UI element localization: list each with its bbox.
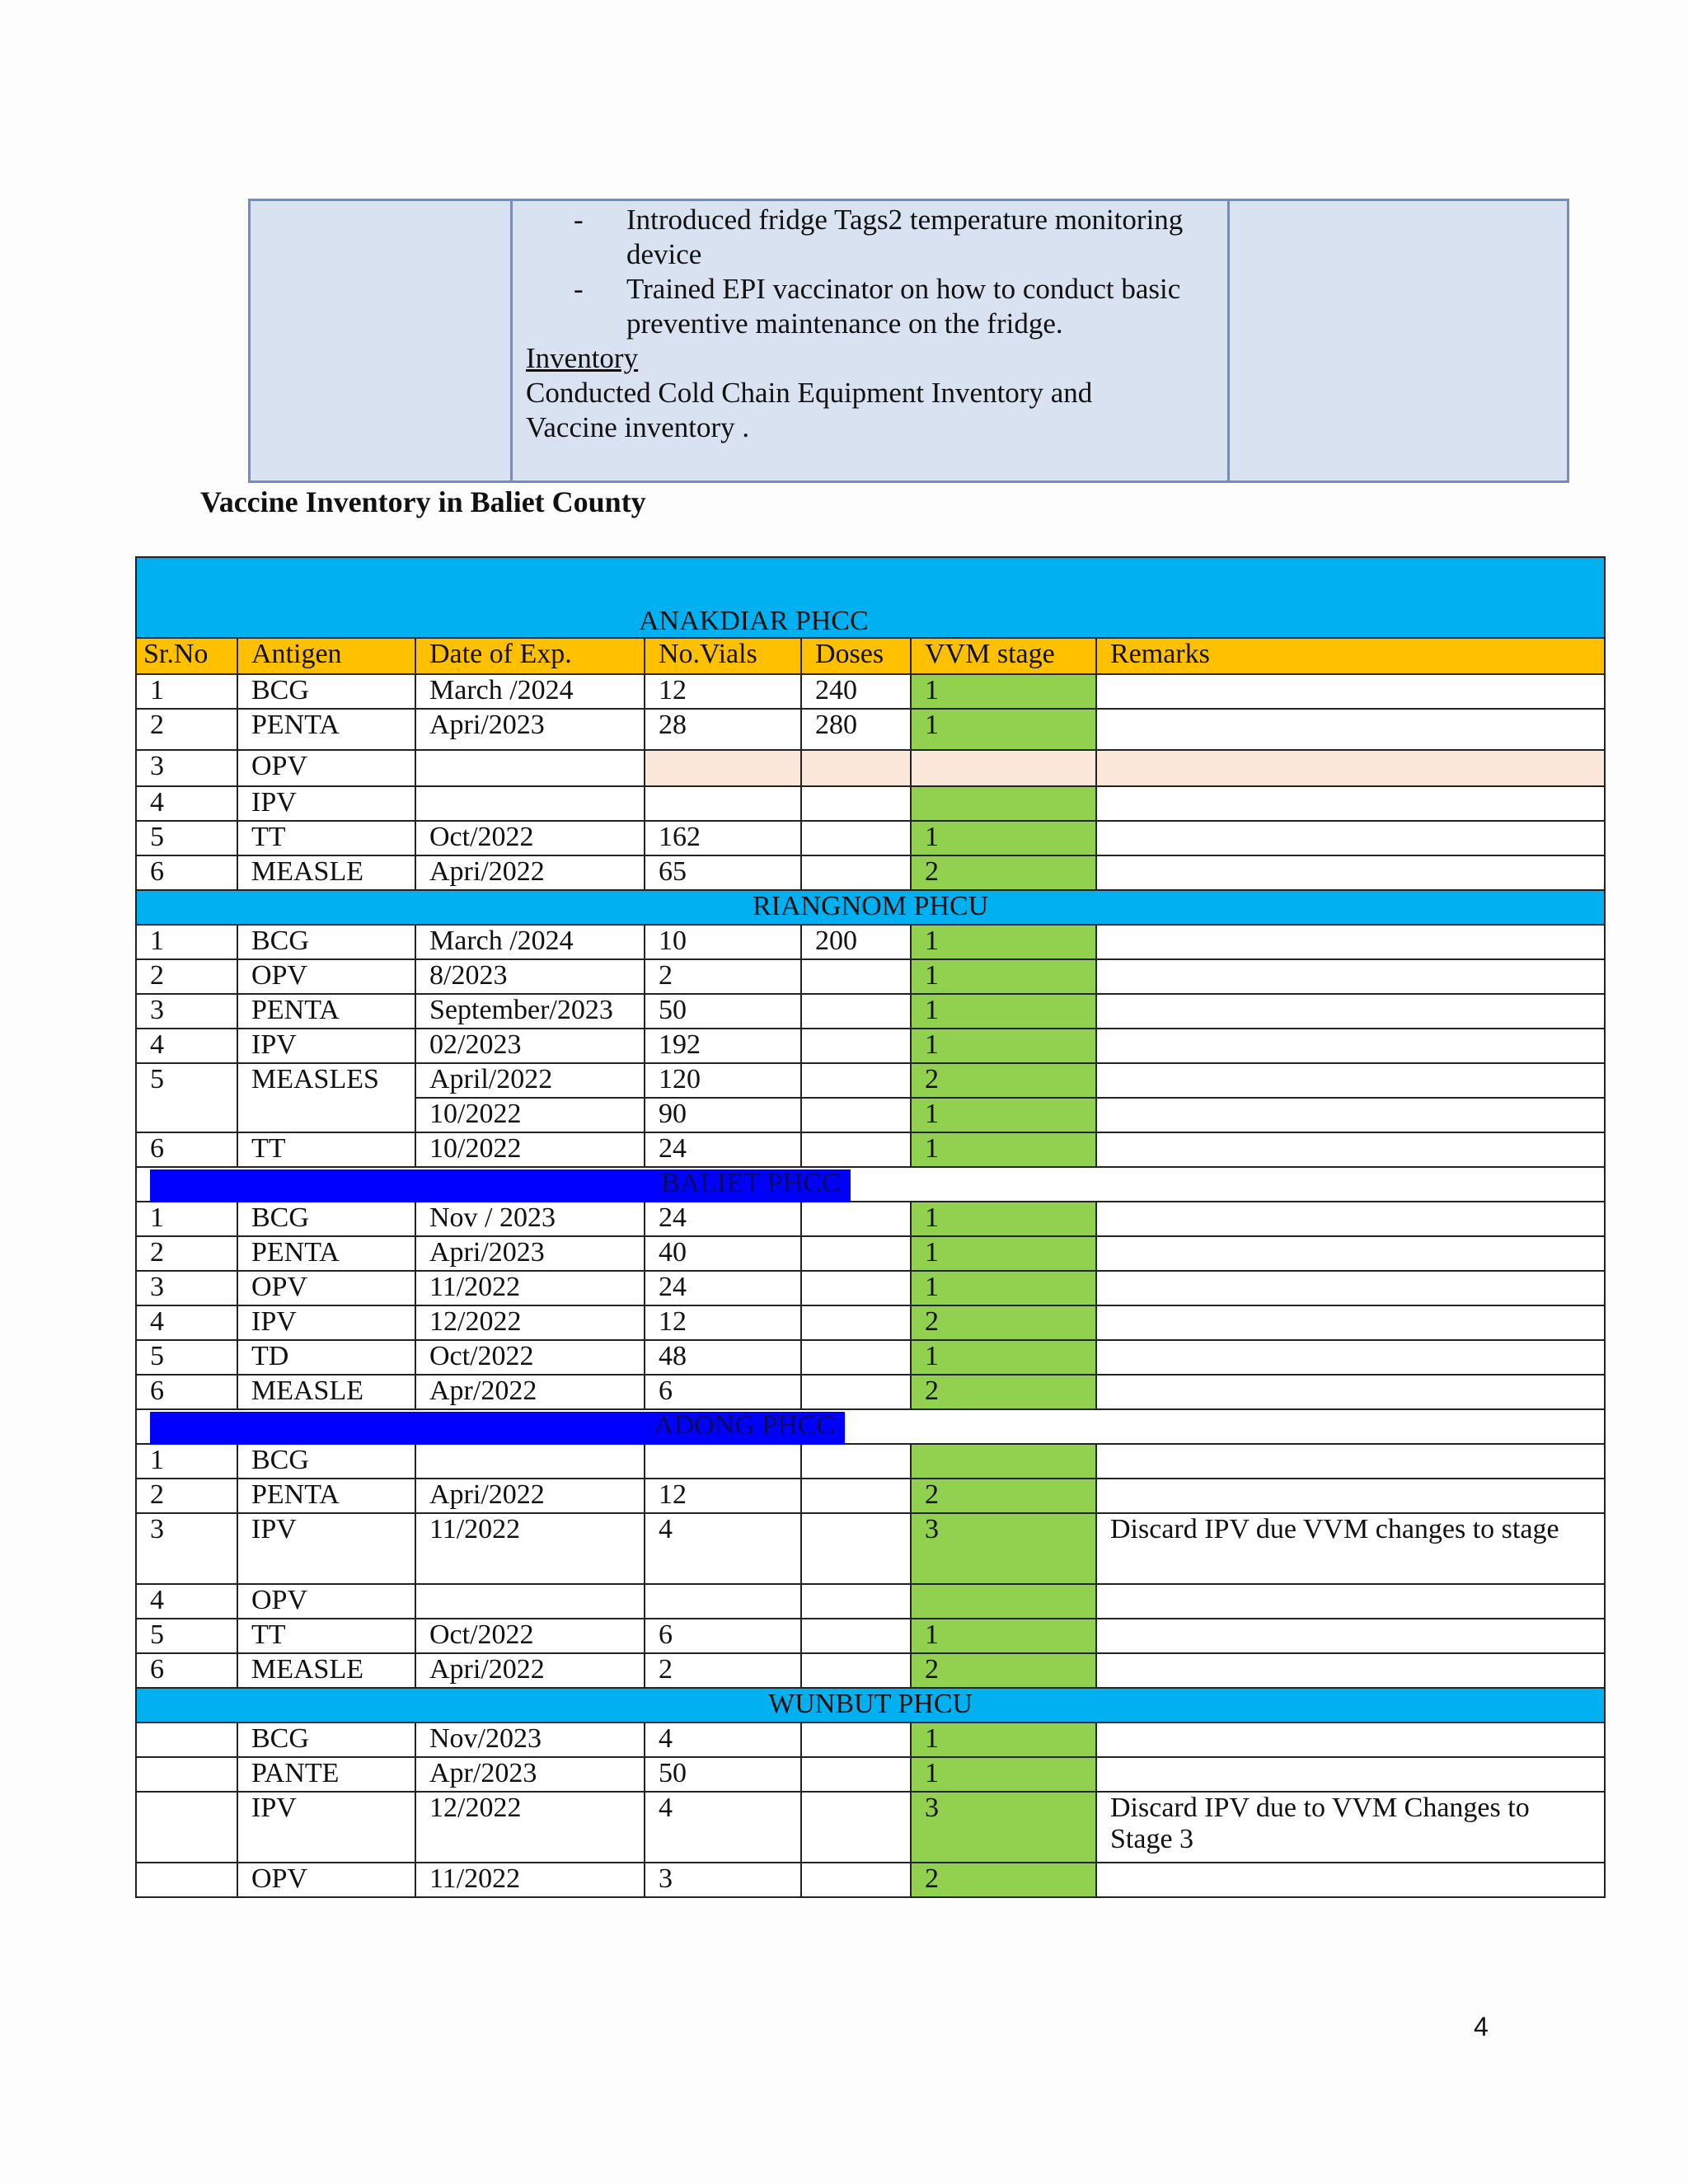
cell: 280 [801,709,911,750]
cell [1096,786,1605,821]
cell: BCG [237,674,415,709]
cell: IPV [237,1792,415,1863]
cell: September/2023 [415,994,645,1029]
facility-row [136,1409,1605,1444]
vvm-cell: 2 [911,1375,1096,1409]
cell [136,1792,237,1863]
inventory-text: Conducted Cold Chain Equipment Inventory and Vaccine inventory . [526,377,1093,443]
table-row [136,1653,1605,1688]
vvm-cell [911,1444,1096,1479]
vvm-cell: 1 [911,1619,1096,1653]
table-row [136,1340,1605,1375]
cell [801,1202,911,1236]
vvm-cell: 1 [911,1132,1096,1167]
cell: 40 [645,1236,801,1271]
cell [801,750,911,786]
cell [1096,1653,1605,1688]
cell: Apr/2022 [415,1375,645,1409]
col-header: Sr.No [136,638,237,674]
cell: BCG [237,925,415,959]
cell: PENTA [237,709,415,750]
cell [801,994,911,1029]
table-row [136,1063,1605,1098]
cell [1096,1340,1605,1375]
cell [801,1375,911,1409]
cell: 12 [645,674,801,709]
cell [136,1757,237,1792]
cell [801,1098,911,1132]
cell: TT [237,1619,415,1653]
notes-empty-left [250,200,512,482]
facility-name: ANAKDIAR PHCC [136,557,1605,638]
vvm-cell: 1 [911,1202,1096,1236]
cell: 12/2022 [415,1305,645,1340]
cell: Discard IPV due to VVM Changes to Stage 3 [1096,1792,1605,1863]
col-header: No.Vials [645,638,801,674]
cell [801,1340,911,1375]
cell: OPV [237,750,415,786]
cell: 5 [136,1619,237,1653]
cell: 12 [645,1305,801,1340]
vvm-cell: 1 [911,674,1096,709]
cell [645,1584,801,1619]
col-header: Antigen [237,638,415,674]
facility-row [136,1688,1605,1722]
vvm-cell: 3 [911,1792,1096,1863]
cell: 2 [645,959,801,994]
cell: Oct/2022 [415,821,645,855]
cell: 24 [645,1202,801,1236]
cell: PENTA [237,1479,415,1513]
vvm-cell [911,1584,1096,1619]
table-row [136,1513,1605,1584]
cell [801,1132,911,1167]
table-row [136,855,1605,890]
cell [1096,1584,1605,1619]
notes-table [248,199,1569,483]
table-row [136,1722,1605,1757]
cell [1096,994,1605,1029]
vvm-cell: 2 [911,1863,1096,1897]
cell: Apri/2022 [415,1653,645,1688]
cell [415,1444,645,1479]
vvm-cell: 2 [911,1653,1096,1688]
cell: 65 [645,855,801,890]
cell: 6 [136,1132,237,1167]
table-row [136,1375,1605,1409]
cell [801,1619,911,1653]
facility-name: BALIET PHCC [661,1168,841,1198]
vvm-cell: 2 [911,855,1096,890]
cell: BCG [237,1444,415,1479]
cell: 11/2022 [415,1271,645,1305]
cell [1096,1305,1605,1340]
cell [1096,1619,1605,1653]
cell [1096,709,1605,750]
cell [1096,1722,1605,1757]
cell: 162 [645,821,801,855]
cell: March /2024 [415,925,645,959]
table-row [136,1305,1605,1340]
cell: OPV [237,1863,415,1897]
cell [136,1863,237,1897]
cell: 24 [645,1271,801,1305]
cell: PENTA [237,1236,415,1271]
cell [801,1722,911,1757]
cell [1096,1757,1605,1792]
cell: Nov / 2023 [415,1202,645,1236]
cell [911,750,1096,786]
cell [1096,1863,1605,1897]
cell [645,1444,801,1479]
table-row [136,1132,1605,1167]
cell: 28 [645,709,801,750]
cell: Oct/2022 [415,1340,645,1375]
cell: Apri/2023 [415,1236,645,1271]
cell: 50 [645,1757,801,1792]
table-row [136,1271,1605,1305]
vvm-cell: 1 [911,994,1096,1029]
cell: 90 [645,1098,801,1132]
cell [1096,1375,1605,1409]
cell: 10 [645,925,801,959]
table-row [136,1479,1605,1513]
col-header: Date of Exp. [415,638,645,674]
vvm-cell: 1 [911,1340,1096,1375]
cell: 240 [801,674,911,709]
cell [801,1792,911,1863]
cell: April/2022 [415,1063,645,1098]
table-row [136,1757,1605,1792]
cell: 2 [136,1236,237,1271]
cell: 24 [645,1132,801,1167]
bullet-item: - Introduced fridge Tags2 temperature monitoring device [574,204,1184,270]
cell: 1 [136,925,237,959]
cell [1096,855,1605,890]
facility-name: ADONG PHCC [654,1410,836,1441]
bullet-item: - Trained EPI vaccinator on how to conduct basic preventive maintenance on the fridge. [574,273,1181,340]
cell: IPV [237,1513,415,1584]
cell [1096,750,1605,786]
cell [801,821,911,855]
cell: 12 [645,1479,801,1513]
cell: MEASLES [237,1063,415,1132]
vvm-cell: 1 [911,1757,1096,1792]
vvm-cell: 1 [911,709,1096,750]
facility-row [136,1167,1605,1202]
cell: IPV [237,1029,415,1063]
cell [1096,1271,1605,1305]
cell: MEASLE [237,1653,415,1688]
header-row [136,638,1605,674]
cell: 02/2023 [415,1029,645,1063]
cell: IPV [237,1305,415,1340]
cell: 4 [645,1792,801,1863]
cell: 6 [136,855,237,890]
cell: OPV [237,1584,415,1619]
cell [1096,1202,1605,1236]
cell: OPV [237,1271,415,1305]
cell: 6 [136,1375,237,1409]
vaccine-inventory-table [135,556,1606,1898]
cell [801,1236,911,1271]
cell [1096,1029,1605,1063]
cell [801,1271,911,1305]
cell: 3 [136,1513,237,1584]
cell: TT [237,1132,415,1167]
cell: March /2024 [415,674,645,709]
cell [645,786,801,821]
cell: 4 [136,1029,237,1063]
table-row [136,674,1605,709]
cell: MEASLE [237,1375,415,1409]
vvm-cell: 1 [911,1271,1096,1305]
cell: 3 [136,750,237,786]
table-row [136,1863,1605,1897]
cell [1096,925,1605,959]
facility-row [136,890,1605,925]
cell [801,1653,911,1688]
cell: 200 [801,925,911,959]
facility-name: WUNBUT PHCU [136,1688,1605,1722]
cell: MEASLE [237,855,415,890]
cell: 4 [645,1513,801,1584]
cell: 4 [136,1584,237,1619]
cell: BCG [237,1722,415,1757]
vvm-cell: 1 [911,925,1096,959]
cell: TT [237,821,415,855]
cell: 48 [645,1340,801,1375]
cell [415,1584,645,1619]
cell [801,1444,911,1479]
cell: 5 [136,1063,237,1132]
notes-empty-right [1229,200,1568,482]
cell [801,1513,911,1584]
table-row [136,1444,1605,1479]
vvm-cell: 1 [911,1236,1096,1271]
col-header: Remarks [1096,638,1605,674]
col-header: VVM stage [911,638,1096,674]
cell: PENTA [237,994,415,1029]
vvm-cell: 1 [911,959,1096,994]
vvm-cell: 2 [911,1063,1096,1098]
cell: Apr/2023 [415,1757,645,1792]
cell: 2 [136,1479,237,1513]
page-number: 4 [1474,2012,1489,2041]
cell [1096,1063,1605,1098]
cell: OPV [237,959,415,994]
table-row [136,1202,1605,1236]
vvm-cell: 2 [911,1305,1096,1340]
cell [801,855,911,890]
cell: 11/2022 [415,1513,645,1584]
cell [801,1863,911,1897]
cell [801,786,911,821]
cell: 3 [136,994,237,1029]
cell [801,1757,911,1792]
cell: 120 [645,1063,801,1098]
cell: TD [237,1340,415,1375]
cell [801,1584,911,1619]
cell: 2 [645,1653,801,1688]
cell [1096,821,1605,855]
cell: 10/2022 [415,1132,645,1167]
cell [1096,1236,1605,1271]
table-row [136,925,1605,959]
cell [1096,1132,1605,1167]
vvm-cell: 2 [911,1479,1096,1513]
cell [1096,1098,1605,1132]
cell: Nov/2023 [415,1722,645,1757]
bullet-text: Introduced fridge Tags2 temperature monitoring device [626,204,1184,270]
cell: 4 [136,1305,237,1340]
facility-row [136,557,1605,638]
table-row [136,709,1605,750]
cell: Apri/2022 [415,1479,645,1513]
cell: 5 [136,821,237,855]
cell: 2 [136,709,237,750]
cell: PANTE [237,1757,415,1792]
cell: 6 [136,1653,237,1688]
cell [801,1305,911,1340]
cell: Oct/2022 [415,1619,645,1653]
bullet-text: Trained EPI vaccinator on how to conduct basic preventive maintenance on the fridge. [626,273,1181,340]
cell: BCG [237,1202,415,1236]
cell: 1 [136,1202,237,1236]
cell: 8/2023 [415,959,645,994]
table-row [136,1029,1605,1063]
cell [1096,674,1605,709]
table-row [136,786,1605,821]
cell: 6 [645,1375,801,1409]
cell [1096,1479,1605,1513]
cell: 6 [645,1619,801,1653]
cell [645,750,801,786]
notes-cell [512,200,1229,482]
cell [415,750,645,786]
cell: IPV [237,786,415,821]
cell: 3 [645,1863,801,1897]
section-title: Vaccine Inventory in Baliet County [200,485,646,518]
cell: 50 [645,994,801,1029]
table-row [136,1619,1605,1653]
cell: Apri/2022 [415,855,645,890]
cell: 5 [136,1340,237,1375]
cell: 1 [136,1444,237,1479]
cell [801,1479,911,1513]
cell: Discard IPV due VVM changes to stage [1096,1513,1605,1584]
cell [136,1722,237,1757]
table-row [136,959,1605,994]
cell: Apri/2023 [415,709,645,750]
col-header: Doses [801,638,911,674]
vvm-cell: 1 [911,1722,1096,1757]
facility-name: RIANGNOM PHCU [136,890,1605,925]
table-row [136,1236,1605,1271]
cell [1096,1444,1605,1479]
inventory-heading: Inventory [526,342,639,374]
cell: 11/2022 [415,1863,645,1897]
table-row [136,1584,1605,1619]
cell: 4 [645,1722,801,1757]
cell [801,959,911,994]
cell: 12/2022 [415,1792,645,1863]
cell [801,1063,911,1098]
vvm-cell: 1 [911,821,1096,855]
cell: 4 [136,786,237,821]
cell: 192 [645,1029,801,1063]
vvm-cell: 1 [911,1098,1096,1132]
cell [1096,959,1605,994]
cell [415,786,645,821]
vvm-cell: 1 [911,1029,1096,1063]
cell [801,1029,911,1063]
cell: 10/2022 [415,1098,645,1132]
table-row [136,821,1605,855]
table-row [136,1792,1605,1863]
cell: 2 [136,959,237,994]
cell: 3 [136,1271,237,1305]
vvm-cell: 3 [911,1513,1096,1584]
cell: 1 [136,674,237,709]
vvm-cell [911,786,1096,821]
table-row [136,994,1605,1029]
table-row [136,750,1605,786]
